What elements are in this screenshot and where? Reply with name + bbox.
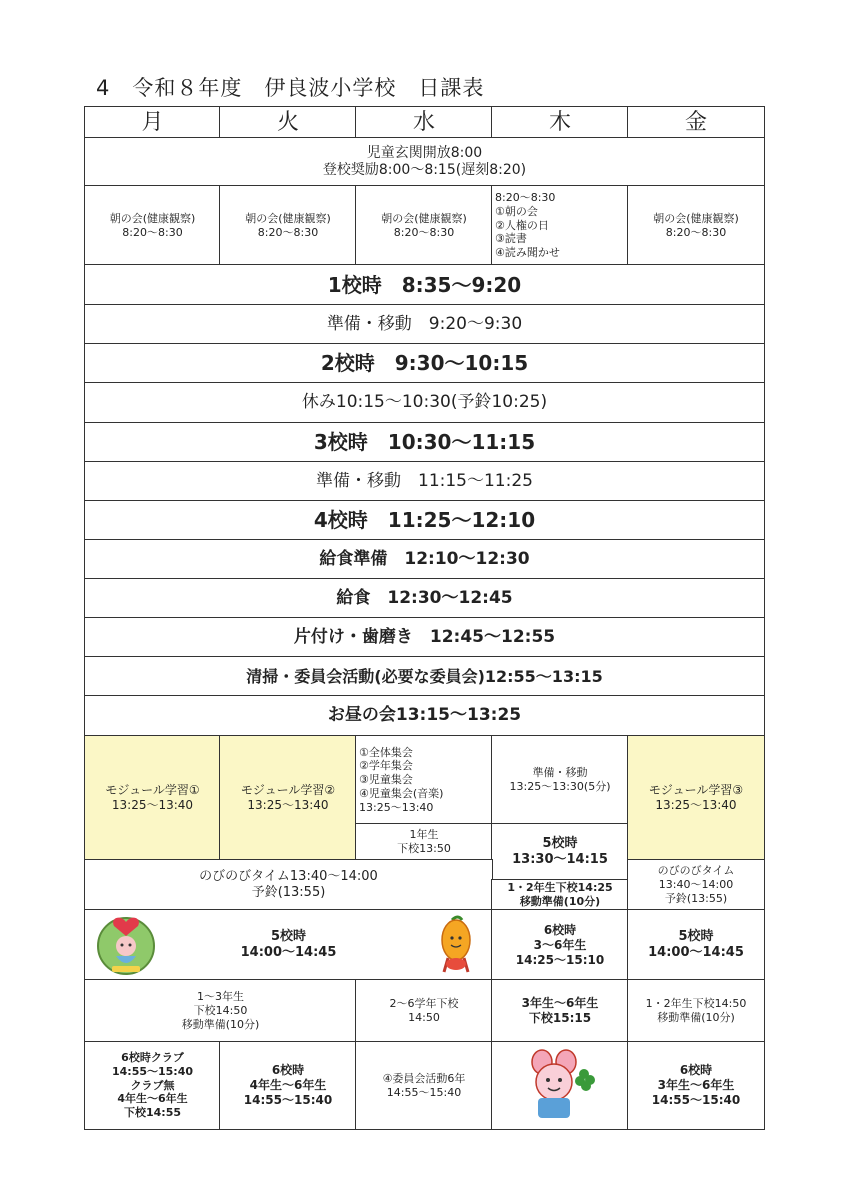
prep-label: 移動準備(10分) bbox=[181, 1017, 260, 1031]
morning-label: 朝の会(健康観察) bbox=[245, 211, 331, 225]
prep-label: 移動準備(10分) bbox=[519, 895, 601, 908]
row-lunch-prep: 給食準備 12:10〜12:30 bbox=[84, 539, 765, 580]
period-time: 14:00〜14:45 bbox=[240, 945, 337, 960]
committee-label: ④委員会活動6年 bbox=[382, 1071, 466, 1085]
club-label: 6校時クラブ bbox=[121, 1051, 184, 1065]
nobinobi-time bbox=[84, 859, 493, 911]
arrival-line2: 登校奨励8:00〜8:15(遅刻8:20) bbox=[322, 162, 527, 178]
page-title: 4 令和８年度 伊良波小学校 日課表 bbox=[96, 76, 485, 100]
morning-time: 8:20〜8:30 bbox=[122, 225, 183, 239]
morning-label: 朝の会(健康観察) bbox=[109, 211, 196, 225]
grade-label: 3〜6年生 bbox=[533, 937, 587, 952]
module-label: モジュール学習② bbox=[240, 783, 336, 797]
dismiss-time: 下校13:50 bbox=[397, 842, 451, 855]
period-time: 14:55〜15:40 bbox=[243, 1093, 333, 1107]
nobinobi-label: のびのびタイム13:40〜14:00 bbox=[199, 868, 378, 884]
row-prep2: 準備・移動 11:15〜11:25 bbox=[84, 461, 765, 502]
dismiss-time: 下校15:15 bbox=[528, 1011, 592, 1025]
period-label: 5校時 bbox=[678, 928, 714, 944]
period6-thu bbox=[491, 909, 629, 981]
rabbit-mascot-icon bbox=[520, 1048, 600, 1124]
morning-tue bbox=[219, 185, 357, 266]
morning-item: ①朝の会 bbox=[495, 204, 538, 218]
row-cleaning: 清掃・委員会活動(必要な委員会)12:55〜13:15 bbox=[84, 656, 765, 697]
morning-item: ③読書 bbox=[495, 232, 527, 246]
module-mon bbox=[84, 735, 221, 861]
committee-wed bbox=[355, 1041, 493, 1130]
row-period2: 2校時 9:30〜10:15 bbox=[84, 343, 765, 384]
morning-time: 8:20〜8:30 bbox=[393, 225, 455, 239]
period-label: 6校時 bbox=[679, 1063, 713, 1077]
dismiss-label: 1・2年生下校14:25 bbox=[507, 881, 613, 895]
period-time: 14:25〜15:10 bbox=[515, 952, 605, 967]
period-label: 5校時 bbox=[270, 928, 307, 944]
row-period1: 1校時 8:35〜9:20 bbox=[84, 264, 765, 306]
dismiss-label: 2〜6学年下校 bbox=[389, 997, 459, 1011]
club-time: 14:55〜15:40 bbox=[111, 1064, 194, 1078]
meeting-item: ①全体集会 bbox=[359, 745, 413, 759]
dismiss-label: 1・2年生下校14:50 bbox=[645, 997, 747, 1011]
prep-thu bbox=[491, 735, 629, 825]
module-time: 13:25〜13:40 bbox=[111, 798, 194, 812]
dismiss-thu bbox=[491, 979, 629, 1043]
nobinobi-time: 13:40〜14:00 bbox=[658, 878, 734, 892]
period-label: 6校時 bbox=[543, 922, 577, 937]
nobinobi-fri bbox=[627, 859, 765, 911]
club-mon bbox=[84, 1041, 221, 1130]
row-period4: 4校時 11:25〜12:10 bbox=[84, 500, 765, 541]
grade-label: 1年生 bbox=[409, 828, 439, 842]
module-label: モジュール学習③ bbox=[648, 783, 744, 797]
prep-label: 準備・移動 bbox=[532, 766, 588, 780]
prep-time: 13:25〜13:30(5分) bbox=[509, 780, 611, 793]
module-tue bbox=[219, 735, 357, 861]
meeting-item: ④児童集会(音楽) bbox=[359, 786, 444, 800]
row-period3: 3校時 10:30〜11:15 bbox=[84, 422, 765, 463]
period-time: 14:00〜14:45 bbox=[648, 945, 744, 960]
grade-label: 4年生〜6年生 bbox=[249, 1078, 327, 1092]
day-header-fri: 金 bbox=[627, 106, 765, 139]
day-header-thu: 木 bbox=[491, 106, 629, 139]
module-label: モジュール学習① bbox=[105, 783, 200, 797]
row-noon-meeting: お昼の会13:15〜13:25 bbox=[84, 695, 765, 737]
dismiss-wed bbox=[355, 979, 493, 1043]
dismiss-thu-grade12 bbox=[491, 879, 629, 911]
dismiss-time: 下校14:55 bbox=[123, 1106, 181, 1120]
meeting-item: ②学年集会 bbox=[359, 759, 413, 773]
morning-item: ②人権の日 bbox=[495, 218, 549, 232]
period6-tue bbox=[219, 1041, 357, 1130]
period6-fri bbox=[627, 1041, 765, 1130]
row-cleanup: 片付け・歯磨き 12:45〜12:55 bbox=[84, 617, 765, 658]
row-prep1: 準備・移動 9:20〜9:30 bbox=[84, 304, 765, 345]
day-header-wed: 水 bbox=[355, 106, 493, 139]
module-time: 13:25〜13:40 bbox=[655, 798, 737, 812]
grade1-dismiss-wed bbox=[355, 823, 493, 861]
grade-label: 1〜3年生 bbox=[197, 990, 244, 1004]
meeting-time: 13:25〜13:40 bbox=[359, 800, 434, 814]
morning-label: 朝の会(健康観察) bbox=[381, 211, 467, 225]
period5-fri bbox=[627, 909, 765, 981]
morning-thu bbox=[491, 185, 629, 266]
nobinobi-label: のびのびタイム bbox=[657, 864, 735, 878]
arrival-row bbox=[84, 137, 765, 187]
dismiss-time: 14:50 bbox=[408, 1011, 440, 1024]
prep-label: 移動準備(10分) bbox=[657, 1011, 735, 1024]
morning-mon bbox=[84, 185, 221, 266]
arrival-line1: 児童玄関開放8:00 bbox=[366, 144, 483, 161]
row-lunch: 給食 12:30〜12:45 bbox=[84, 578, 765, 619]
no-club-label: クラブ無 bbox=[130, 1078, 175, 1092]
dismiss-fri bbox=[627, 979, 765, 1043]
grade-label: 4年生〜6年生 bbox=[117, 1092, 188, 1106]
row-break: 休み10:15〜10:30(予鈴10:25) bbox=[84, 382, 765, 424]
period-label: 6校時 bbox=[271, 1063, 305, 1077]
morning-item: ④読み聞かせ bbox=[495, 246, 560, 260]
morning-label: 朝の会(健康観察) bbox=[653, 211, 739, 225]
period-time: 14:55〜15:40 bbox=[651, 1093, 741, 1107]
committee-time: 14:55〜15:40 bbox=[386, 1085, 462, 1099]
grade-label: 3年生〜6年生 bbox=[657, 1078, 735, 1092]
morning-time: 8:20〜8:30 bbox=[257, 225, 319, 239]
morning-time: 8:20〜8:30 bbox=[665, 225, 727, 239]
module-time: 13:25〜13:40 bbox=[247, 798, 329, 812]
period-time: 13:30〜14:15 bbox=[512, 852, 608, 867]
meeting-item: ③児童集会 bbox=[359, 773, 413, 787]
period5-thu bbox=[491, 823, 629, 881]
mascot-cell-thu bbox=[491, 1041, 629, 1130]
period-label: 5校時 bbox=[542, 835, 578, 851]
day-header-tue: 火 bbox=[219, 106, 357, 139]
meeting-wed bbox=[355, 735, 493, 825]
module-fri bbox=[627, 735, 765, 861]
dismiss-time: 下校14:50 bbox=[193, 1004, 248, 1018]
day-header-mon: 月 bbox=[84, 106, 221, 139]
bell-time: 予鈴(13:55) bbox=[251, 885, 326, 900]
morning-time: 8:20〜8:30 bbox=[495, 191, 556, 205]
school-mascot-emblem-icon bbox=[94, 912, 158, 976]
grade-label: 3年生〜6年生 bbox=[521, 996, 599, 1010]
morning-fri bbox=[627, 185, 765, 266]
dismiss-mon-tue bbox=[84, 979, 357, 1043]
mango-mascot-icon bbox=[436, 914, 476, 978]
morning-wed bbox=[355, 185, 493, 266]
bell-time: 予鈴(13:55) bbox=[664, 891, 728, 905]
